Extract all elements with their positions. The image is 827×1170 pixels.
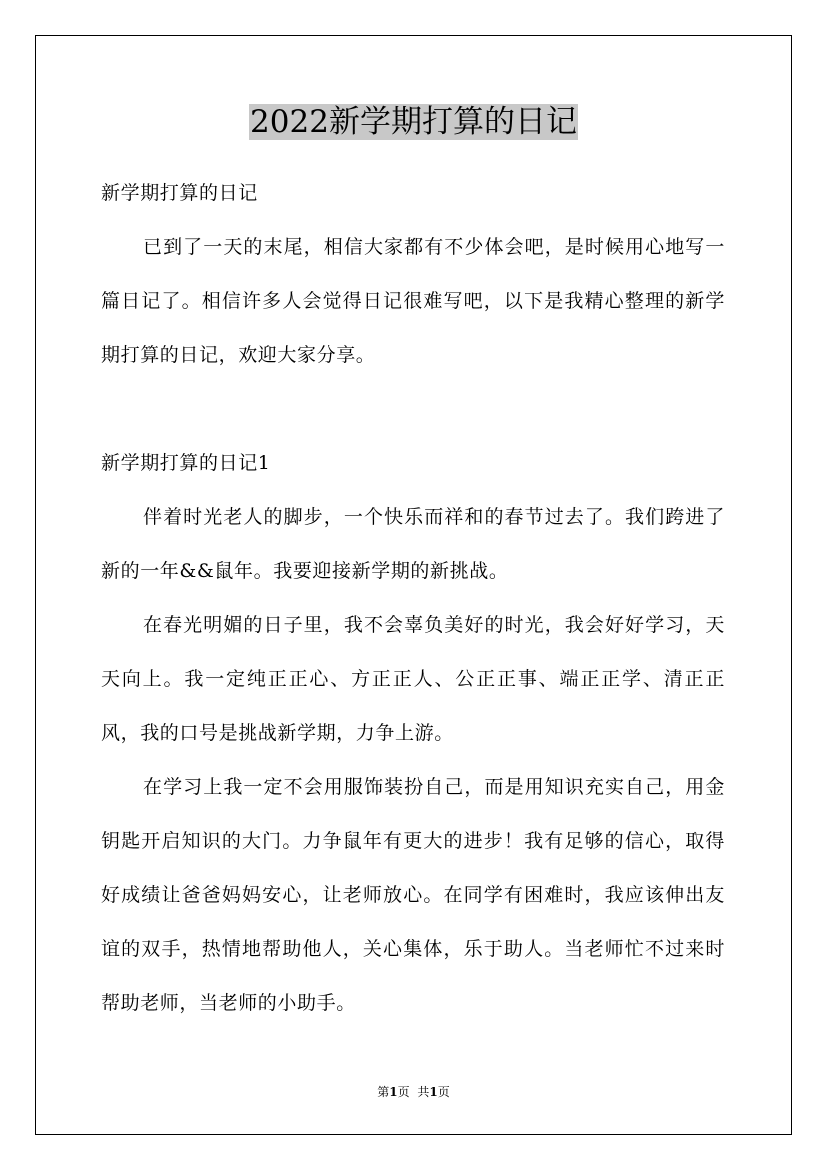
page-prefix: 第 [377, 1085, 390, 1099]
document-title-text: 2022新学期打算的日记 [250, 104, 577, 140]
total-prefix: 共 [417, 1085, 430, 1099]
total-pages: 1 [429, 1085, 438, 1099]
total-suffix: 页 [437, 1085, 450, 1099]
paragraph-1: 伴着时光老人的脚步，一个快乐而祥和的春节过去了。我们跨进了新的一年&&鼠年。我要迎接新学期的新挑战。 [101, 506, 725, 582]
document-title [0, 100, 827, 144]
document-subtitle: 新学期打算的日记 [101, 182, 258, 204]
section-heading: 新学期打算的日记1 [101, 452, 271, 474]
page-suffix: 页 [397, 1085, 410, 1099]
intro-paragraph: 已到了一天的末尾，相信大家都有不少体会吧，是时候用心地写一篇日记了。相信许多人会觉得日记很难写吧，以下是我精心整理的新学期打算的日记，欢迎大家分享。 [101, 236, 725, 366]
page-number: 1 [389, 1085, 398, 1099]
paragraph-3: 在学习上我一定不会用服饰装扮自己，而是用知识充实自己，用金钥匙开启知识的大门。力争鼠年有更大的进步！我有足够的信心，取得好成绩让爸爸妈妈安心，让老师放心。在同学有困难时，我应该伸出友谊的双手，热情地帮助他人，关心集体，乐于助人。当老师忙不过来时帮助老师，当老师的小助手。 [101, 776, 725, 1014]
paragraph-2: 在春光明媚的日子里，我不会辜负美好的时光，我会好好学习，天天向上。我一定纯正正心、方正正人、公正正事、端正正学、清正正风，我的口号是挑战新学期，力争上游。 [101, 614, 725, 744]
page-footer [0, 1082, 827, 1102]
